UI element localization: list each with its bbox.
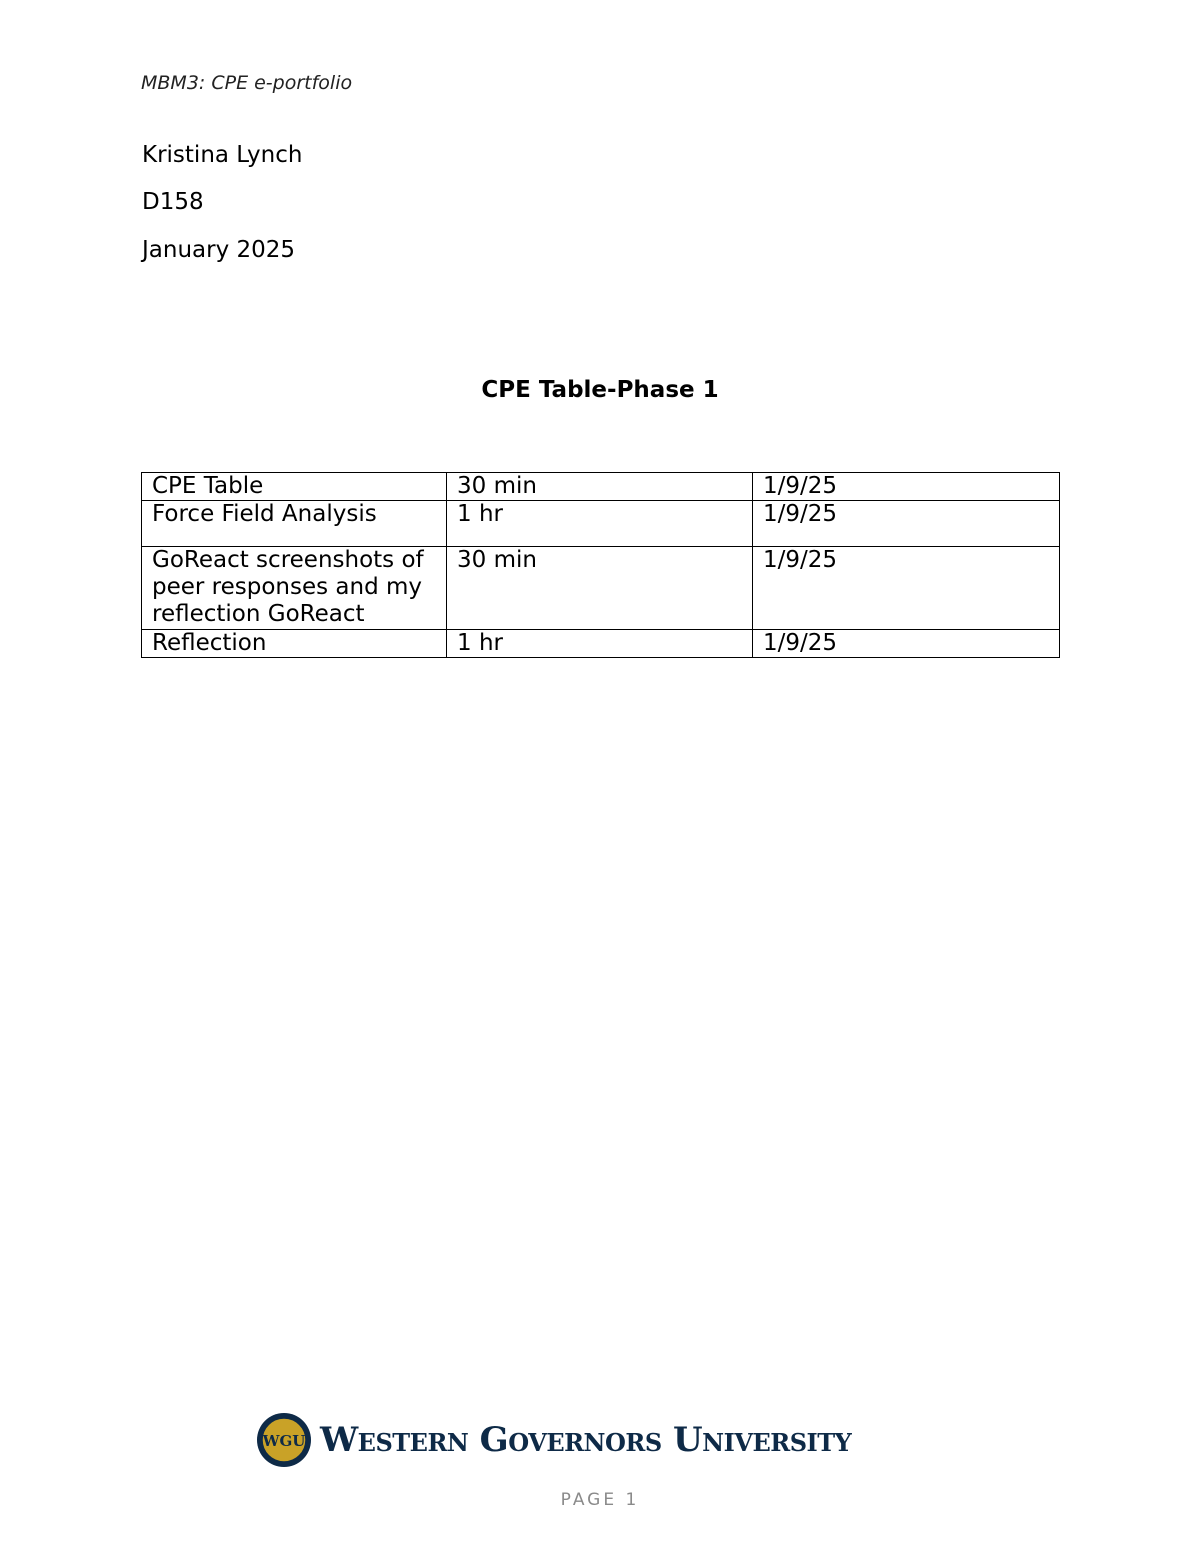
table-cell-duration: 1 hr	[447, 630, 753, 658]
page-title: CPE Table-Phase 1	[481, 377, 719, 403]
wgu-wordmark: Western Governors University	[320, 1420, 852, 1460]
cpe-table	[141, 472, 1060, 658]
course-code: D158	[142, 189, 204, 215]
wgu-logo	[256, 1410, 906, 1470]
seal-text: WGU	[262, 1432, 306, 1450]
table-cell-date: 1/9/25	[753, 473, 1060, 501]
page-number: PAGE 1	[560, 1490, 640, 1510]
table-cell-activity: GoReact screenshots of peer responses and my reflection GoReact	[142, 547, 447, 630]
table-cell-activity: CPE Table	[142, 473, 447, 501]
wgu-seal-icon	[256, 1412, 312, 1468]
header-note: MBM3: CPE e-portfolio	[141, 72, 353, 94]
table-cell-activity: Force Field Analysis	[142, 501, 447, 547]
table-cell-duration: 30 min	[447, 473, 753, 501]
table-cell-date: 1/9/25	[753, 547, 1060, 630]
table-cell-duration: 1 hr	[447, 501, 753, 547]
table-row	[142, 547, 1060, 630]
document-date: January 2025	[142, 237, 296, 263]
table-cell-date: 1/9/25	[753, 630, 1060, 658]
table-row	[142, 501, 1060, 547]
table-cell-activity: Reflection	[142, 630, 447, 658]
table-cell-duration: 30 min	[447, 547, 753, 630]
author-name: Kristina Lynch	[142, 142, 303, 168]
table-row	[142, 473, 1060, 501]
table-cell-date: 1/9/25	[753, 501, 1060, 547]
table-row	[142, 630, 1060, 658]
